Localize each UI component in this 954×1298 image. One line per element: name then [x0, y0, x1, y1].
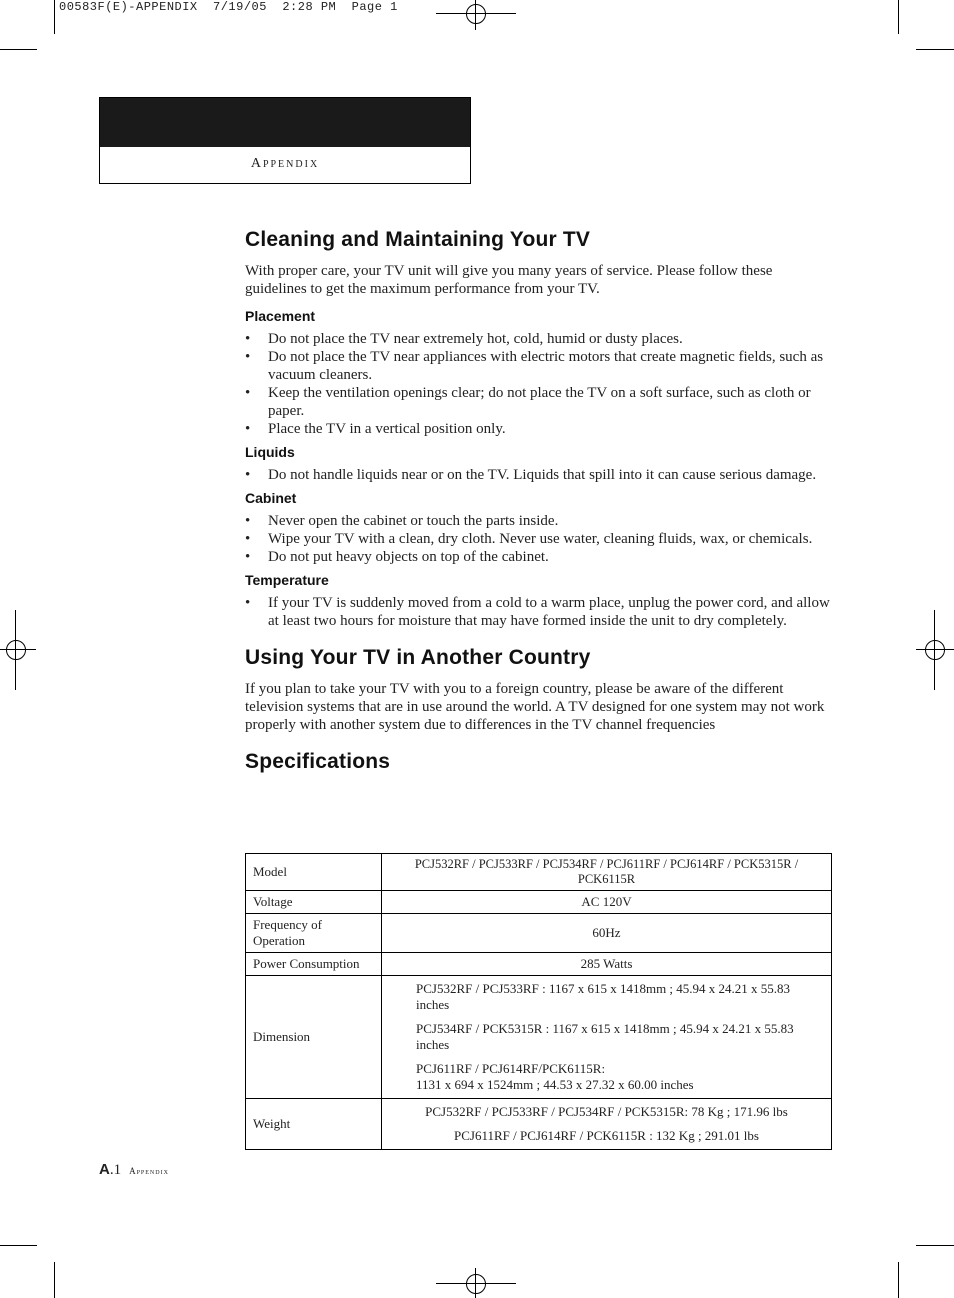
spec-value-dimension — [382, 976, 832, 1099]
dimension-line — [389, 1061, 824, 1093]
registration-mark-bottom — [436, 1268, 516, 1298]
table-row — [246, 976, 832, 1099]
registration-mark-right — [916, 610, 954, 690]
list-item: • Wipe your TV with a clean, dry cloth. Never use water, cleaning fluids, wax, or chemicals. — [245, 530, 835, 548]
section-title-specifications: Specifications — [245, 750, 391, 773]
subheading-temperature: Temperature — [245, 572, 329, 588]
temperature-list — [245, 594, 835, 630]
spec-label: Dimension — [246, 976, 382, 1099]
list-item: • Do not put heavy objects on top of the cabinet. — [245, 548, 835, 566]
table-row — [246, 854, 832, 891]
subheading-cabinet: Cabinet — [245, 490, 297, 506]
main-content — [245, 228, 835, 774]
chapter-header — [99, 97, 471, 184]
spec-value: AC 120V — [382, 891, 832, 914]
list-item: • If your TV is suddenly moved from a cold to a warm place, unplug the power cord, and allow at least two hours for moisture that may have formed inside the unit to dry completely. — [245, 594, 835, 630]
spec-value-weight — [382, 1099, 832, 1150]
crop-mark — [0, 49, 37, 50]
header-bar — [100, 98, 470, 147]
table-row — [246, 891, 832, 914]
another-country-body: If you plan to take your TV with you to a foreign country, please be aware of the different television systems that are in use around the world. A TV designed for one system may not work properly with another system due to differences in the TV channel frequencies — [245, 681, 825, 733]
table-row — [246, 1099, 832, 1150]
spec-value: 60Hz — [382, 914, 832, 953]
table-row — [246, 914, 832, 953]
crop-mark — [898, 0, 899, 34]
list-item: • Do not place the TV near appliances with electric motors that create magnetic fields, such as vacuum cleaners. — [245, 348, 835, 384]
registration-mark-left — [0, 610, 36, 690]
subheading-placement: Placement — [245, 308, 316, 324]
placement-list — [245, 330, 835, 438]
liquids-list — [245, 466, 835, 484]
spec-label: Model — [246, 854, 382, 891]
list-item: • Never open the cabinet or touch the parts inside. — [245, 512, 835, 530]
page-number: .1 — [109, 1162, 122, 1178]
cleaning-intro: With proper care, your TV unit will give you many years of service. Please follow these guidelines to get the maximum performance from your TV. — [245, 263, 773, 297]
list-item: • Place the TV in a vertical position only. — [245, 420, 835, 438]
crop-mark — [916, 49, 954, 50]
dimension-line-values: 1131 x 694 x 1524mm ; 44.53 x 27.32 x 60.00 inches — [416, 1077, 694, 1092]
dimension-line: PCJ532RF / PCJ533RF : 1167 x 615 x 1418mm ; 45.94 x 24.21 x 55.83 inches — [416, 981, 791, 1012]
crop-mark — [916, 1245, 954, 1246]
registration-mark-top — [436, 0, 516, 30]
list-item: • Do not handle liquids near or on the TV. Liquids that spill into it can cause serious damage. — [245, 466, 835, 484]
chapter-title: Appendix — [250, 156, 320, 171]
page-letter: A — [99, 1161, 110, 1178]
spec-label: Frequency of Operation — [246, 914, 382, 953]
spec-value: 285 Watts — [382, 953, 832, 976]
subheading-liquids: Liquids — [245, 444, 295, 460]
weight-line: PCJ532RF / PCJ533RF / PCJ534RF / PCK5315R: 78 Kg ; 171.96 lbs — [425, 1104, 788, 1119]
weight-line: PCJ611RF / PCJ614RF / PCK6115R : 132 Kg ; 291.01 lbs — [454, 1128, 759, 1143]
footer-section: Appendix — [129, 1166, 169, 1176]
list-item: • Do not place the TV near extremely hot, cold, humid or dusty places. — [245, 330, 835, 348]
table-row — [246, 953, 832, 976]
crop-mark — [54, 0, 55, 34]
list-item: • Keep the ventilation openings clear; do not place the TV on a soft surface, such as cloth or paper. — [245, 384, 835, 420]
specifications-table — [245, 853, 832, 1150]
print-slug: 00583F(E)-APPENDIX 7/19/05 2:28 PM Page 1 — [59, 0, 398, 14]
crop-mark — [54, 1262, 55, 1298]
dimension-line-models: PCJ611RF / PCJ614RF/PCK6115R: — [416, 1061, 606, 1076]
spec-value: PCJ532RF / PCJ533RF / PCJ534RF / PCJ611RF / PCJ614RF / PCK5315R / PCK6115R — [382, 854, 832, 891]
crop-mark — [0, 1245, 37, 1246]
section-title-another-country: Using Your TV in Another Country — [245, 646, 591, 669]
page-footer — [99, 1161, 169, 1179]
dimension-line: PCJ534RF / PCK5315R : 1167 x 615 x 1418mm ; 45.94 x 24.21 x 55.83 inches — [416, 1021, 794, 1052]
spec-label: Power Consumption — [246, 953, 382, 976]
cabinet-list — [245, 512, 835, 566]
spec-label: Weight — [246, 1099, 382, 1150]
crop-mark — [898, 1262, 899, 1298]
spec-label: Voltage — [246, 891, 382, 914]
section-title-cleaning: Cleaning and Maintaining Your TV — [245, 228, 591, 251]
